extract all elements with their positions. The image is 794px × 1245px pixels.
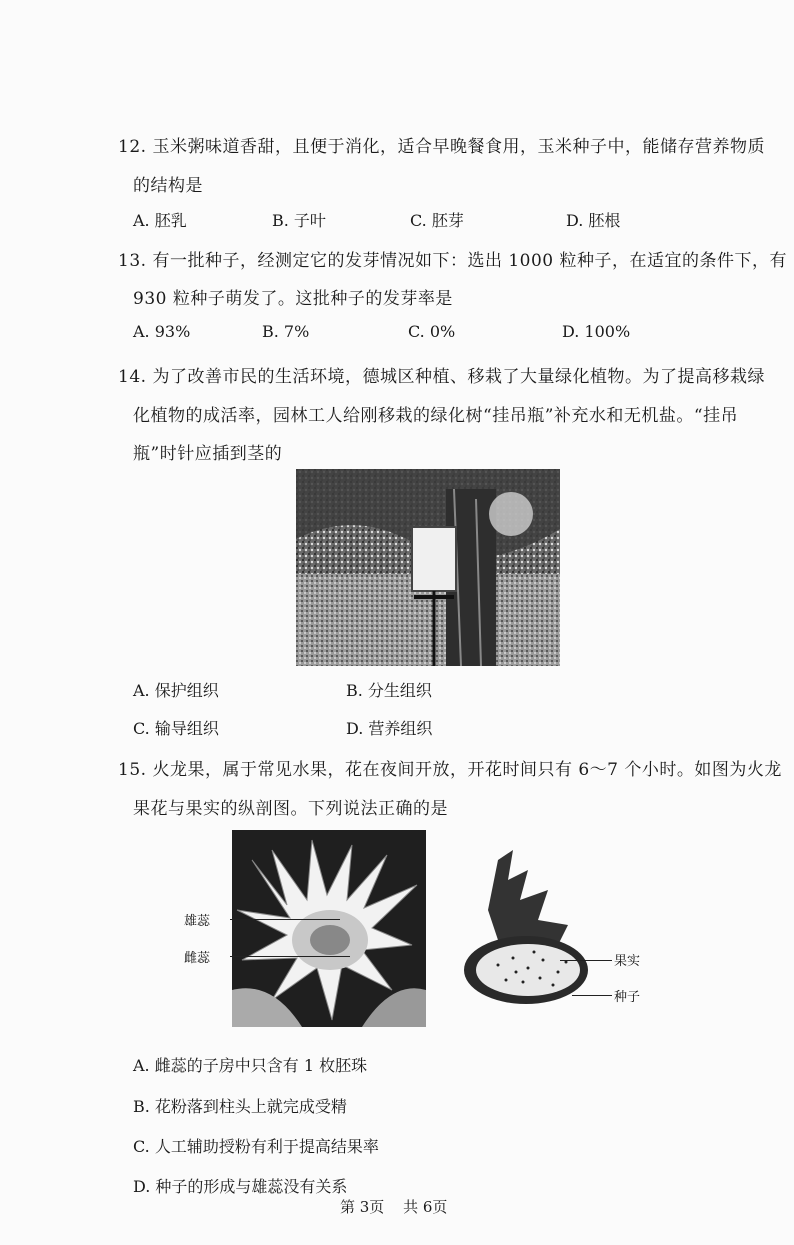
q15-option-d: D. 种子的形成与雄蕊没有关系 xyxy=(133,1177,348,1196)
seed-label: 种子 xyxy=(614,990,641,1005)
q13-option-b: B. 7% xyxy=(262,322,310,341)
q15-line-1: 15. 火龙果，属于常见水果，花在夜间开放，开花时间只有 6～7 个小时。如图为火龙 xyxy=(118,760,782,780)
q13-option-c: C. 0% xyxy=(408,322,456,341)
q13-line-2: 930 粒种子萌发了。这批种子的发芽率是 xyxy=(133,289,453,309)
fruit-label: 果实 xyxy=(614,954,641,969)
q15-line-2: 果花与果实的纵剖图。下列说法正确的是 xyxy=(133,799,448,819)
page-number: 第 3页 xyxy=(340,1198,385,1216)
q12-line-2: 的结构是 xyxy=(133,176,203,196)
q12-option-a: A. 胚乳 xyxy=(133,211,187,230)
q12-option-d: D. 胚根 xyxy=(566,211,621,230)
q13-option-a: A. 93% xyxy=(133,322,191,341)
q15-option-c: C. 人工辅助授粉有利于提高结果率 xyxy=(133,1137,379,1156)
q12-line-1: 12. 玉米粥味道香甜，且便于消化，适合早晚餐食用，玉米种子中，能储存营养物质 xyxy=(118,137,765,157)
dragon-fruit-flower-photo xyxy=(232,830,426,1027)
q12-option-c: C. 胚芽 xyxy=(410,211,464,230)
q15-option-a: A. 雌蕊的子房中只含有 1 枚胚珠 xyxy=(133,1056,368,1075)
pistil-label: 雌蕊 xyxy=(184,951,211,966)
q14-option-b: B. 分生组织 xyxy=(346,681,432,700)
fruit-leader-line xyxy=(560,960,612,961)
q14-line-3: 瓶”时针应插到茎的 xyxy=(133,444,283,464)
q14-option-c: C. 输导组织 xyxy=(133,719,219,738)
pistil-leader-line xyxy=(230,956,350,957)
q13-line-1: 13. 有一批种子，经测定它的发芽情况如下：选出 1000 粒种子，在适宜的条件下，有 xyxy=(118,251,788,271)
seed-leader-line xyxy=(572,995,612,996)
q14-line-1: 14. 为了改善市民的生活环境，德城区种植、移栽了大量绿化植物。为了提高移栽绿 xyxy=(118,367,765,387)
q13-option-d: D. 100% xyxy=(562,322,631,341)
page-total: 共 6页 xyxy=(403,1198,448,1216)
q14-option-d: D. 营养组织 xyxy=(346,719,433,738)
dragon-fruit-section-photo xyxy=(458,850,598,1010)
stamen-label: 雄蕊 xyxy=(184,914,211,929)
stamen-leader-line xyxy=(230,919,340,920)
q14-option-a: A. 保护组织 xyxy=(133,681,219,700)
page-footer xyxy=(340,1196,461,1217)
q12-option-b: B. 子叶 xyxy=(272,211,326,230)
q14-line-2: 化植物的成活率，园林工人给刚移栽的绿化树“挂吊瓶”补充水和无机盐。“挂吊 xyxy=(133,406,739,426)
tree-drip-bag-photo xyxy=(296,469,560,666)
q15-option-b: B. 花粉落到柱头上就完成受精 xyxy=(133,1097,347,1116)
